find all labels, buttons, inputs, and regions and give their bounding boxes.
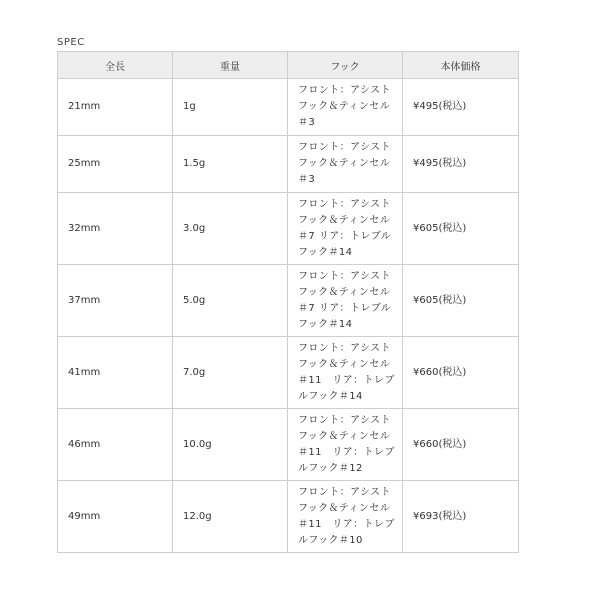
cell-price: ¥495(税込) [403, 136, 519, 193]
cell-length: 41mm [58, 337, 173, 409]
cell-weight: 3.0g [173, 193, 288, 265]
cell-hook: フロント：アシストフック＆ティンセル＃11 リア：トレブルフック＃12 [288, 409, 403, 481]
cell-weight: 5.0g [173, 265, 288, 337]
cell-length: 25mm [58, 136, 173, 193]
cell-price: ¥605(税込) [403, 193, 519, 265]
cell-length: 21mm [58, 79, 173, 136]
table-row [58, 409, 519, 481]
cell-length: 46mm [58, 409, 173, 481]
cell-price: ¥660(税込) [403, 409, 519, 481]
cell-weight: 10.0g [173, 409, 288, 481]
cell-weight: 1g [173, 79, 288, 136]
table-header-row [58, 52, 519, 79]
table-row [58, 79, 519, 136]
cell-weight: 1.5g [173, 136, 288, 193]
cell-hook: フロント：アシストフック＆ティンセル＃11 リア：トレブルフック＃10 [288, 481, 403, 553]
cell-price: ¥693(税込) [403, 481, 519, 553]
cell-price: ¥660(税込) [403, 337, 519, 409]
table-row [58, 337, 519, 409]
cell-hook: フロント：アシストフック＆ティンセル＃7 リア：トレブルフック＃14 [288, 193, 403, 265]
header-weight: 重量 [173, 52, 288, 79]
table-row [58, 481, 519, 553]
header-length: 全長 [58, 52, 173, 79]
table-row [58, 265, 519, 337]
cell-price: ¥495(税込) [403, 79, 519, 136]
spec-table [57, 51, 519, 553]
cell-hook: フロント：アシストフック＆ティンセル＃7 リア：トレブルフック＃14 [288, 265, 403, 337]
cell-hook: フロント：アシストフック＆ティンセル＃11 リア：トレブルフック＃14 [288, 337, 403, 409]
cell-length: 37mm [58, 265, 173, 337]
cell-weight: 12.0g [173, 481, 288, 553]
header-hook: フック [288, 52, 403, 79]
table-row [58, 193, 519, 265]
cell-length: 49mm [58, 481, 173, 553]
cell-length: 32mm [58, 193, 173, 265]
table-row [58, 136, 519, 193]
cell-weight: 7.0g [173, 337, 288, 409]
header-price: 本体価格 [403, 52, 519, 79]
cell-hook: フロント：アシストフック＆ティンセル＃3 [288, 136, 403, 193]
section-label: SPEC [57, 37, 85, 46]
cell-price: ¥605(税込) [403, 265, 519, 337]
cell-hook: フロント：アシストフック＆ティンセル＃3 [288, 79, 403, 136]
